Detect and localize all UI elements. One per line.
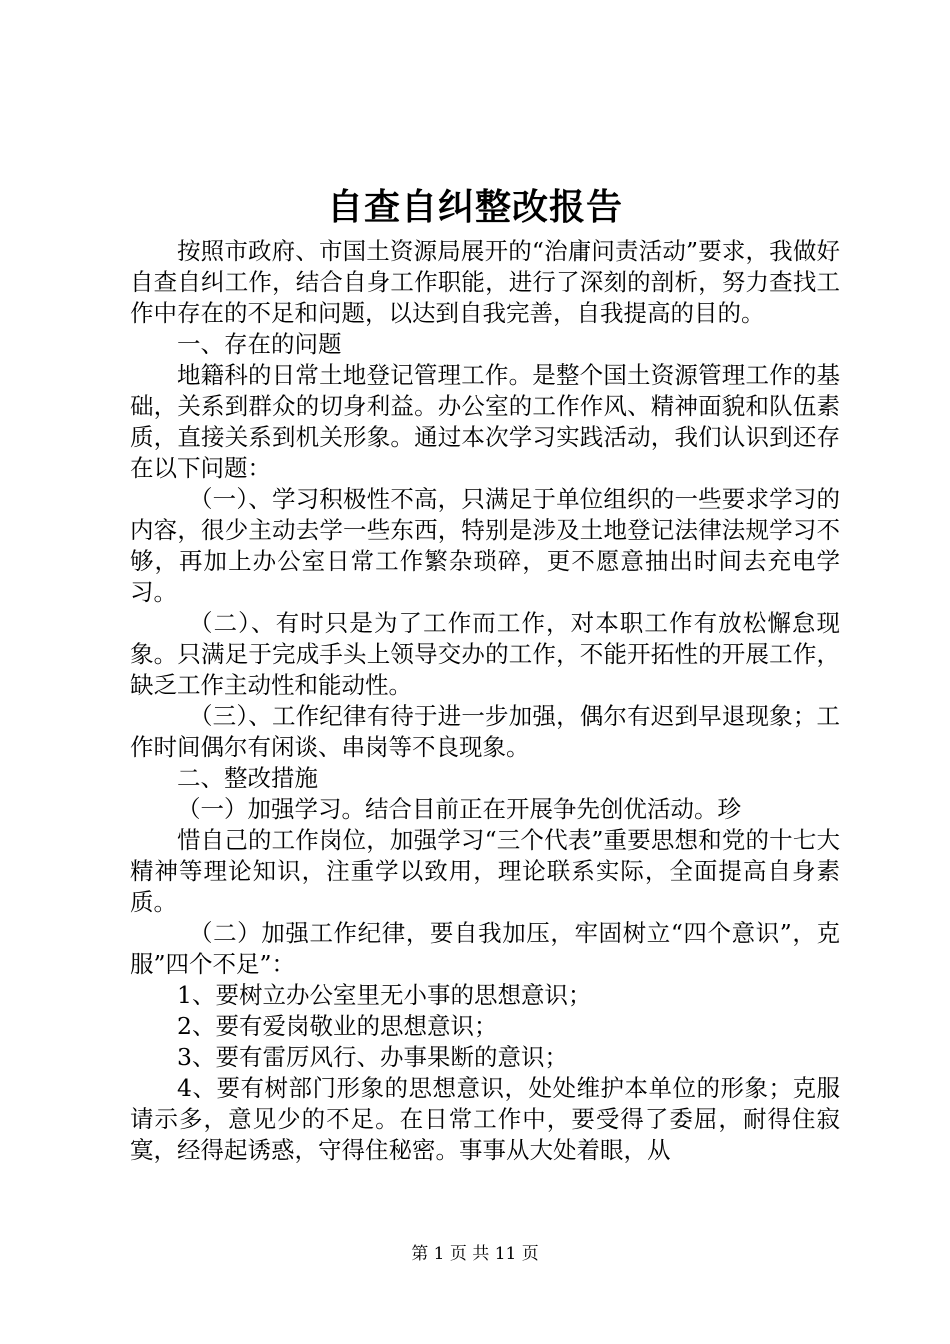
- paragraph: 惜自己的工作岗位，加强学习“三个代表”重要思想和党的十七大精神等理论知识，注重学以致用，理论联系实际，全面提高自身素质。: [130, 826, 840, 916]
- section-heading-measures: 二、整改措施: [177, 764, 318, 792]
- page-footer: 第 1 页 共 11 页: [411, 1244, 539, 1264]
- problem-item-2: （二）、有时只是为了工作而工作，对本职工作有放松懈怠现象。只满足于完成手头上领导交办的工作，不能开拓性的开展工作，缺乏工作主动性和能动性。: [130, 609, 840, 699]
- document-body: [130, 236, 840, 1166]
- intro-paragraph: 按照市政府、市国土资源局展开的“治庸问责活动”要求，我做好自查自纠工作，结合自身工作职能，进行了深刻的剖析，努力查找工作中存在的不足和问题，以达到自我完善，自我提高的目的。: [130, 237, 840, 327]
- problem-item-3: （三）、工作纪律有待于进一步加强，偶尔有迟到早退现象；工作时间偶尔有闲谈、串岗等不良现象。: [130, 702, 840, 761]
- measure-item-2: （二）加强工作纪律，要自我加压，牢固树立“四个意识”，克服”四个不足”：: [130, 919, 840, 978]
- measure-item-1: （一）加强学习。结合目前正在开展争先创优活动。珍: [177, 795, 741, 823]
- document-title: 自查自纠整改报告: [326, 186, 623, 228]
- section-heading-problems: 一、存在的问题: [177, 330, 342, 358]
- list-item: 3、要有雷厉风行、办事果断的意识；: [177, 1043, 568, 1071]
- list-item: 4、要有树部门形象的思想意识，处处维护本单位的形象；克服请示多，意见少的不足。在日常工作中，要受得了委屈，耐得住寂寞，经得起诱惑，守得住秘密。事事从大处着眼，从: [130, 1074, 840, 1164]
- list-item: 1、要树立办公室里无小事的思想意识；: [177, 981, 592, 1009]
- list-item: 2、要有爱岗敬业的思想意识；: [177, 1012, 498, 1040]
- problem-item-1: （一）、学习积极性不高，只满足于单位组织的一些要求学习的内容，很少主动去学一些东西，特别是涉及土地登记法律法规学习不够，再加上办公室日常工作繁杂琐碎，更不愿意抽出时间去充电学习。: [130, 485, 840, 606]
- paragraph: 地籍科的日常土地登记管理工作。是整个国土资源管理工作的基础，关系到群众的切身利益。办公室的工作作风、精神面貌和队伍素质，直接关系到机关形象。通过本次学习实践活动，我们认识到还存在以下问题：: [130, 361, 840, 482]
